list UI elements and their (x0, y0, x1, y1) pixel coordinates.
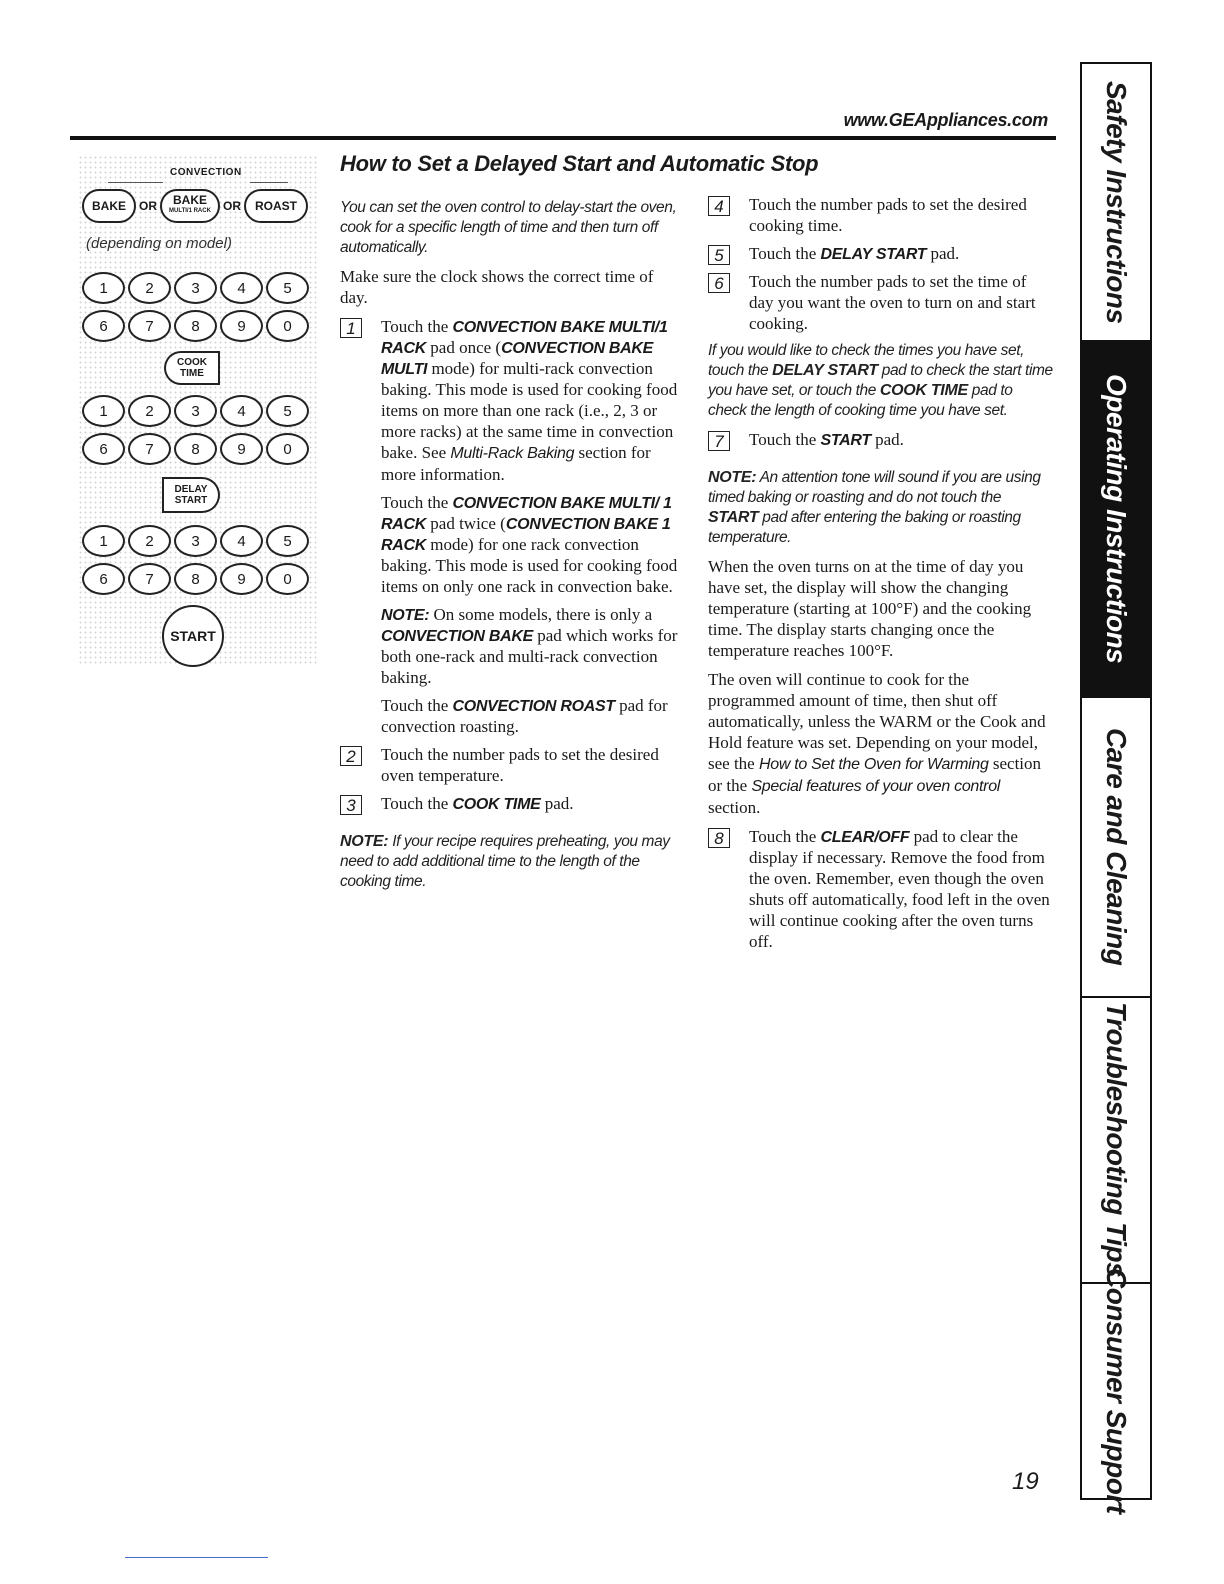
number-pad: 7 (128, 563, 171, 595)
number-pad: 7 (128, 310, 171, 342)
step-text: pad. (926, 244, 960, 263)
tab-label: Operating Instructions (1101, 374, 1132, 664)
key-name: CONVECTION BAKE MULTI (381, 340, 654, 378)
key-name: CONVECTION BAKE 1 RACK (381, 516, 671, 554)
header-rule (70, 136, 1056, 140)
roast-pad: ROAST (244, 189, 308, 223)
step-text: Touch the number pads to set the time of day you want the oven to turn on and start cooking. (749, 272, 1036, 333)
tab-label: Troubleshooting Tips (1101, 1002, 1132, 1278)
step-text: Touch the number pads to set the desired oven temperature. (381, 745, 659, 785)
instructions-column-left (340, 198, 685, 900)
number-pad: 3 (174, 525, 217, 557)
number-pad: 1 (82, 395, 125, 427)
number-row (82, 563, 312, 595)
number-pad: 5 (266, 272, 309, 304)
check-times-note (708, 341, 1053, 421)
or-label: OR (223, 199, 241, 213)
step-number: 2 (340, 746, 362, 766)
number-pad: 9 (220, 563, 263, 595)
step-2 (340, 744, 685, 786)
step-text: Touch the (381, 317, 453, 336)
key-name: CONVECTION BAKE (381, 628, 533, 645)
step-text: pad twice ( (426, 514, 506, 533)
number-row (82, 395, 312, 427)
convection-label: CONVECTION (170, 167, 242, 178)
step-number: 7 (708, 431, 730, 451)
footer-rule (125, 1557, 268, 1558)
note-text: pad after entering the baking or roasting temperature. (708, 509, 1021, 546)
paragraph-text: section or the (708, 754, 1042, 795)
delay-start-line2: START (174, 495, 208, 506)
convection-bracket-left (108, 182, 163, 183)
step-8 (708, 826, 1053, 952)
section-reference: Multi-Rack Baking (450, 445, 575, 462)
step-number: 6 (708, 273, 730, 293)
key-name: CONVECTION ROAST (452, 698, 615, 715)
note-text: pad to check the length of cooking time you have set. (708, 382, 1013, 419)
number-pad: 0 (266, 310, 309, 342)
step-text: On some models, there is only a (429, 605, 653, 624)
note-text: pad to check the start time you have set, or touch the (708, 362, 1053, 399)
step-1-roast (340, 695, 685, 737)
keypad-illustration (78, 155, 318, 665)
number-pad: 4 (220, 395, 263, 427)
step-text: pad to clear the display if necessary. Remove the food from the oven. Remember, even though the oven shuts off automatically, food left in the oven will continue cooking after the oven turns off. (749, 827, 1050, 951)
step-text: Touch the (749, 430, 821, 449)
note-label: NOTE: (340, 833, 389, 850)
number-pad: 8 (174, 310, 217, 342)
tab-consumer-support[interactable] (1082, 1268, 1150, 1514)
tab-label: Consumer Support (1101, 1268, 1132, 1514)
step-1 (340, 316, 685, 485)
number-pad: 6 (82, 563, 125, 595)
bake-pad: BAKE (82, 189, 136, 223)
note-text: If you would like to check the times you have set, touch the (708, 342, 1025, 379)
bake-multi-top: BAKE (172, 193, 207, 207)
note-label: NOTE: (381, 607, 430, 624)
step-text: pad. (540, 794, 574, 813)
key-name: CONVECTION BAKE MULTI/ 1 RACK (381, 495, 672, 533)
clock-note: Make sure the clock shows the correct time of day. (340, 267, 654, 307)
number-row (82, 272, 312, 304)
tab-care-and-cleaning[interactable] (1082, 698, 1150, 998)
step-text: mode) for one rack convection baking. This mode is used for cooking food items on only one rack in convection bake. (381, 535, 678, 596)
step-1-note (340, 604, 685, 688)
number-pad: 8 (174, 433, 217, 465)
number-pad: 6 (82, 433, 125, 465)
step-5 (708, 243, 1053, 264)
website-url: www.GEAppliances.com (843, 110, 1048, 130)
key-name: CONVECTION BAKE MULTI/1 RACK (381, 319, 668, 357)
number-pad: 6 (82, 310, 125, 342)
key-name: DELAY START (820, 246, 927, 263)
number-pad: 1 (82, 525, 125, 557)
key-name: COOK TIME (879, 382, 968, 399)
step-text: Touch the (749, 827, 821, 846)
note-text: An attention tone will sound if you are using timed baking or roasting and do not touch the (708, 469, 1041, 506)
mode-pads (82, 189, 308, 223)
continue-paragraph (708, 669, 1053, 818)
number-row (82, 433, 312, 465)
cook-time-pad (164, 351, 220, 385)
number-pad: 8 (174, 563, 217, 595)
number-pad: 2 (128, 272, 171, 304)
step-6 (708, 271, 1053, 334)
step-text: pad. (870, 430, 904, 449)
preheat-note (340, 832, 685, 892)
step-1-one-rack (340, 492, 685, 597)
key-name: CLEAR/OFF (820, 829, 910, 846)
depending-on-model-note: (depending on model) (86, 235, 232, 252)
step-3 (340, 793, 685, 814)
tab-safety-instructions[interactable] (1082, 64, 1150, 342)
step-number: 3 (340, 795, 362, 815)
step-7 (708, 429, 1053, 450)
cook-time-line2: TIME (180, 368, 204, 379)
number-pad: 7 (128, 433, 171, 465)
step-4 (708, 194, 1053, 236)
or-label: OR (139, 199, 157, 213)
step-number: 4 (708, 196, 730, 216)
note-label: NOTE: (708, 469, 757, 486)
section-title: How to Set a Delayed Start and Automatic Stop (340, 151, 819, 176)
instructions-column-right (708, 194, 1053, 959)
delay-start-pad (162, 477, 220, 513)
step-text: Touch the (381, 493, 453, 512)
step-text: Touch the (381, 696, 453, 715)
cook-time-line1: COOK (177, 357, 207, 368)
key-name: DELAY START (772, 362, 878, 379)
section-reference: Special features of your oven control (751, 778, 1001, 795)
convection-bracket-right (250, 182, 288, 183)
key-name: START (820, 432, 871, 449)
number-pad: 2 (128, 525, 171, 557)
number-pad: 3 (174, 395, 217, 427)
step-text: pad which works for both one-rack and multi-rack convection baking. (381, 626, 678, 687)
number-pad: 9 (220, 310, 263, 342)
number-pad: 5 (266, 395, 309, 427)
paragraph-text: The oven will continue to cook for the programmed amount of time, then shut off automatically, unless the WARM or the Cook and Hold feature was set. Depending on your model, see the (708, 670, 1046, 773)
step-text: section for more information. (381, 443, 651, 484)
page-number: 19 (1012, 1468, 1039, 1495)
attention-tone-note (708, 468, 1053, 548)
step-text: Touch the (381, 794, 453, 813)
section-tabs (1080, 62, 1152, 1514)
number-pad: 4 (220, 525, 263, 557)
number-pad: 0 (266, 563, 309, 595)
number-pad: 9 (220, 433, 263, 465)
step-text: Touch the (749, 244, 821, 263)
step-number: 1 (340, 318, 362, 338)
step-text: pad for convection roasting. (381, 696, 668, 736)
note-text: If your recipe requires preheating, you may need to add additional time to the length of the cooking time. (340, 833, 670, 890)
number-row (82, 310, 312, 342)
intro-text: You can set the oven control to delay-start the oven, cook for a specific length of time and then turn off automatically. (340, 199, 677, 256)
tab-troubleshooting-tips[interactable] (1082, 998, 1150, 1284)
tab-label: Care and Cleaning (1101, 728, 1132, 966)
delay-start-line1: DELAY (174, 484, 208, 495)
number-pad: 5 (266, 525, 309, 557)
key-name: START (708, 509, 759, 526)
number-pad: 4 (220, 272, 263, 304)
paragraph-text: section. (708, 798, 761, 817)
tab-label: Safety Instructions (1101, 80, 1132, 324)
number-pad: 0 (266, 433, 309, 465)
start-pad: START (162, 605, 224, 667)
tab-operating-instructions[interactable] (1082, 342, 1150, 698)
number-pad: 1 (82, 272, 125, 304)
key-name: COOK TIME (452, 796, 541, 813)
convection-bake-multi-pad (160, 189, 220, 223)
step-number: 5 (708, 245, 730, 265)
step-text: pad once ( (426, 338, 502, 357)
display-paragraph: When the oven turns on at the time of day you have set, the display will show the changing temperature (starting at 100°F) and the cooking time. The display starts changing once the temperature reaches 100°F. (708, 557, 1032, 660)
section-reference: How to Set the Oven for Warming (758, 756, 989, 773)
number-row (82, 525, 312, 557)
number-pad: 2 (128, 395, 171, 427)
step-text: Touch the number pads to set the desired cooking time. (749, 195, 1027, 235)
bake-multi-bottom: MULTI/1 RACK (169, 208, 211, 214)
step-text: mode) for multi-rack convection baking. This mode is used for cooking food items on more than one rack (i.e., 2, 3 or more racks) at the same time in convection bake. See (381, 359, 678, 462)
number-pad: 3 (174, 272, 217, 304)
step-number: 8 (708, 828, 730, 848)
